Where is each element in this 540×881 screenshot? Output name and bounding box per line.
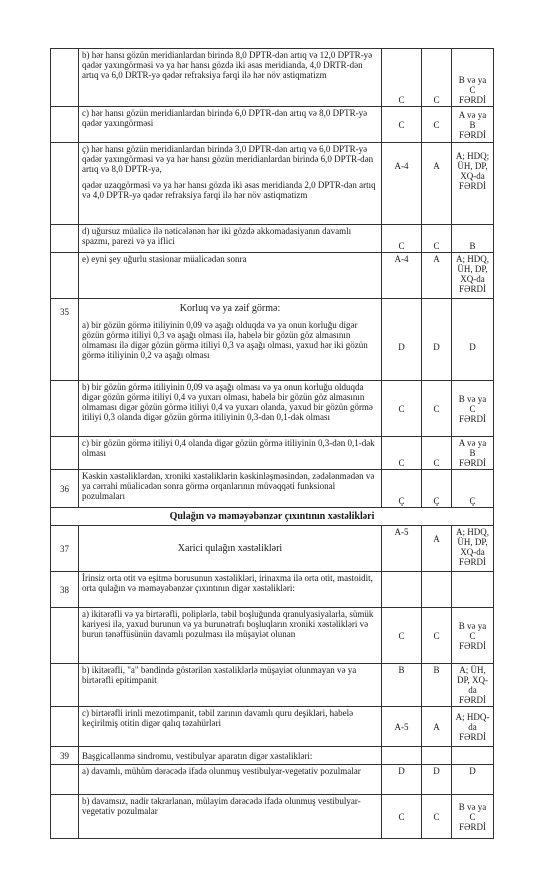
category-2 [422, 747, 452, 765]
category-1: D [382, 299, 422, 381]
table-row [51, 381, 494, 437]
category-1: A-5 [382, 707, 422, 747]
category-1: A-4 [382, 253, 422, 299]
category-2 [422, 572, 452, 608]
item-description-part-2: qədər uzaqgörməsi və ya hər hansı gözdə iki əsas meridianda 2,0 DPTR-dən artıq və 4,0 DPTR-yə qədər refraksiya fərqi ilə hər növ astiqmatizm [82, 180, 376, 200]
category-3: B [452, 225, 494, 253]
item-number: 35 [51, 299, 79, 381]
item-number [51, 437, 79, 470]
category-1: A-4 [382, 143, 422, 225]
category-1: C [382, 381, 422, 437]
category-2: D [422, 299, 452, 381]
category-2: C [422, 381, 452, 437]
section-title: Qulağın və məməyəbənzər çıxıntının xəstəlikləri [51, 508, 494, 526]
section-heading: Xarici qulağın xəstəlikləri [177, 542, 283, 554]
table-row [51, 526, 494, 572]
item-number: 39 [51, 747, 79, 765]
item-description: e) eyni şey uğurlu stasionar müalicədən sonra [79, 253, 382, 299]
item-description [79, 299, 382, 381]
category-1 [382, 747, 422, 765]
item-number [51, 765, 79, 795]
table-row [51, 143, 494, 225]
category-1: C [382, 107, 422, 143]
category-3: Ç [452, 470, 494, 508]
category-3: A; HDQ; ÜH, DP, XQ-da FƏRDİ [452, 143, 494, 225]
section-heading: Korluq və ya zəif görmə: [179, 303, 281, 314]
table-row [51, 608, 494, 664]
category-3: B və ya C FƏRDİ [452, 795, 494, 839]
category-2: B [422, 664, 452, 707]
category-1: C [382, 795, 422, 839]
item-description: İrinsiz orta otit və eşitmə borusunun xəstəlikləri, irinaxma ilə orta otit, mastoidit, orta qulağın və məməyəbənzər çıxıntının digər xəstəlikləri: [79, 572, 382, 608]
table-row [51, 664, 494, 707]
category-1: C [382, 225, 422, 253]
item-number [51, 107, 79, 143]
category-1: D [382, 765, 422, 795]
category-3: B və ya C FƏRDİ [452, 381, 494, 437]
category-2: C [422, 107, 452, 143]
item-description-text: a) bir gözün görmə itiliyinin 0,09 və aşağı olduqda və ya onun korluğu digər gözün görmə itiliyi 0,3 və aşağı olması ilə, habelə bir gözün göz almasının olmaması ilə digər gözün görmə itiliyi 0,3 və aşağı olması, yaxud hər iki gözün görmə itiliyinin 0,2 və aşağı olması [82, 320, 368, 360]
item-description [79, 526, 382, 572]
table-row [51, 707, 494, 747]
table-row [51, 572, 494, 608]
item-number [51, 707, 79, 747]
item-number [51, 253, 79, 299]
item-description: c) birtərəfli irinli mezotimpanit, təbil zarının davamlı quru deşikləri, habelə keçirilmiş otitin digər qalıq təzahürləri [79, 707, 382, 747]
category-2: Ç [422, 470, 452, 508]
item-description: Kəskin xəstəliklərdən, xroniki xəstəliklərin kəskinləşməsindən, zədələnmədən və ya cərrahi müalicədən sonra görmə orqanlarının müvəqqəti funksional pozulmaları [79, 470, 382, 508]
category-3: A; ÜH, DP, XQ-da FƏRDİ [452, 664, 494, 707]
table-row [51, 747, 494, 765]
item-description-part-1: ç) hər hansı gözün meridianlardan birində 3,0 DPTR-dən artıq və 6,0 DPTR-yə qədər yaxıngörməsi və ya hər hansı gözün meridianlardan birində 6,0 DPTR-dən artıq və 8,0 DPTR-yə, [82, 144, 374, 174]
category-2: A [422, 143, 452, 225]
item-number [51, 664, 79, 707]
medical-requirements-table [50, 48, 494, 839]
category-1: Ç [382, 470, 422, 508]
category-2: D [422, 765, 452, 795]
table-row [51, 765, 494, 795]
table-row [51, 225, 494, 253]
item-number: 36 [51, 470, 79, 508]
category-1 [382, 572, 422, 608]
item-number: 37 [51, 526, 79, 572]
category-2: A [422, 707, 452, 747]
category-3 [452, 747, 494, 765]
category-3: D [452, 299, 494, 381]
item-description: Başgicəllənmə sindromu, vestibulyar aparatın digər xəstəlikləri: [79, 747, 382, 765]
category-2: C [422, 437, 452, 470]
item-number [51, 49, 79, 107]
table-row [51, 508, 494, 526]
category-3: A və ya B FƏRDİ [452, 107, 494, 143]
category-1: C [382, 49, 422, 107]
category-2: A [422, 526, 452, 572]
item-description: b) davamsız, nadir təkrarlanan, mülayim dərəcədə ifadə olunmuş vestibulyar-vegetativ pozulmalar [79, 795, 382, 839]
table-row [51, 299, 494, 381]
category-3: A; HDQ, ÜH, DP, XQ-da FƏRDİ [452, 526, 494, 572]
item-description: a) ikitərəfli və ya birtərəfli, poliplərlə, təbil boşluğunda qranulyasiyalarla, sümük kariyesi ilə, yaxud burunun və ya burunətrafı boşluqların xroniki xəstəlikləri və burun tənəffüsünün davamlı pozulması ilə müşayiət olunan [79, 608, 382, 664]
category-1: B [382, 664, 422, 707]
category-2: C [422, 49, 452, 107]
item-description: b) bir gözün görmə itiliyinin 0,09 və aşağı olması və ya onun korluğu olduqda digər gözün görmə itiliyi 0,4 və yuxarı olması, habelə bir gözün göz almasının olmaması digər gözün görmə itiliyi 0,4 və yuxarı olanda, yaxud bir gözün görmə itiliyi 0,3 olanda digər gözün görmə itiliyinin 0,3-dən 0,1-dək olması [79, 381, 382, 437]
table-row [51, 470, 494, 508]
table-row [51, 437, 494, 470]
category-3: B və ya C FƏRDİ [452, 49, 494, 107]
item-description: b) hər hansı gözün meridianlardan birində 8,0 DPTR-dən artıq və 12,0 DPTR-yə qədər yaxıngörməsi və ya hər hansı gözdə iki əsas meridianda, 4,0 DRTR-dən artıq və 6,0 DRTR-yə qədər refraksiya fərqi ilə hər növ astiqmatizm [79, 49, 382, 107]
item-description: d) uğursuz müalicə ilə nəticələnən hər iki gözdə akkomadasiyanın davamlı spazmı, parezi və ya iflici [79, 225, 382, 253]
table-row [51, 253, 494, 299]
item-description: c) bir gözün görmə itiliyi 0,4 olanda digər gözün görmə itiliyinin 0,3-dən 0,1-dək olması [79, 437, 382, 470]
table-row [51, 795, 494, 839]
category-2: A [422, 253, 452, 299]
category-3: A və ya B FƏRDİ [452, 437, 494, 470]
category-1: A-5 [382, 526, 422, 572]
category-2: C [422, 225, 452, 253]
category-3: A; HDQ, ÜH, DP, XQ-da FƏRDİ [452, 253, 494, 299]
item-description: a) davamlı, mühüm dərəcədə ifadə olunmuş vestibulyar-vegetativ pozulmalar [79, 765, 382, 795]
category-1: C [382, 437, 422, 470]
item-number [51, 143, 79, 225]
item-number [51, 795, 79, 839]
category-2: C [422, 608, 452, 664]
item-description: c) hər hansı gözün meridianlardan birində 6,0 DPTR-dən artıq və 8,0 DPTR-yə qədər yaxıngörməsi [79, 107, 382, 143]
item-number: 38 [51, 572, 79, 608]
category-3: B və ya C FƏRDİ [452, 608, 494, 664]
item-description [79, 143, 382, 225]
category-2: C [422, 795, 452, 839]
category-1: C [382, 608, 422, 664]
table-row [51, 49, 494, 107]
item-number [51, 225, 79, 253]
category-3: A; HDQ-da FƏRDİ [452, 707, 494, 747]
item-number [51, 608, 79, 664]
category-3: D [452, 765, 494, 795]
item-description: b) ikitərəfli, "a" bəndində göstərilən xəstəliklərlə müşayiət olunmayan və ya birtərəfli epitimpanit [79, 664, 382, 707]
item-number [51, 381, 79, 437]
category-3 [452, 572, 494, 608]
table-row [51, 107, 494, 143]
